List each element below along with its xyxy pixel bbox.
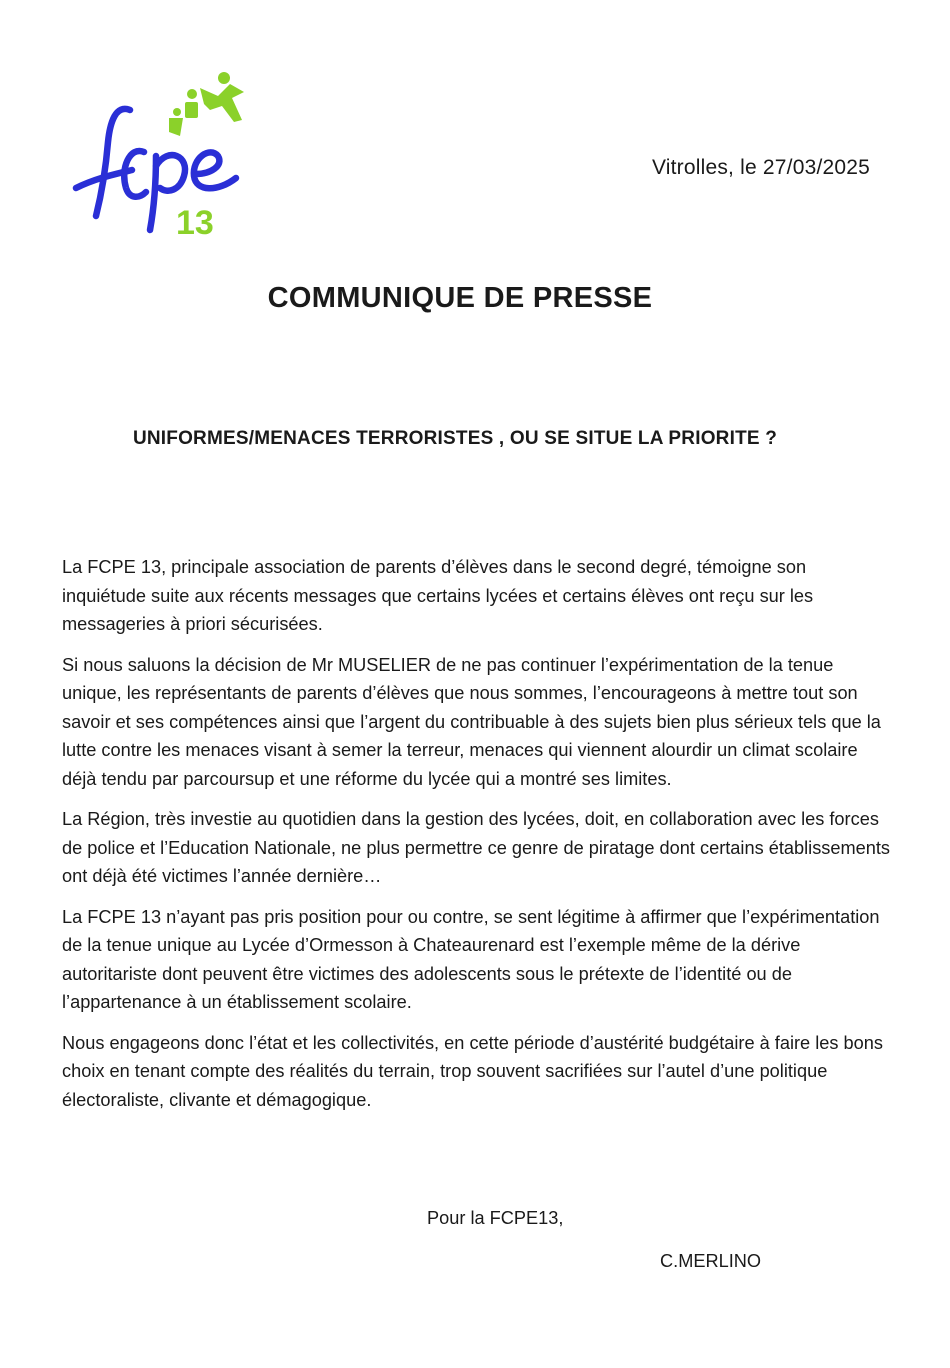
document-date: Vitrolles, le 27/03/2025: [651, 156, 870, 179]
paragraph: Si nous saluons la décision de Mr MUSELIER de ne pas continuer l’expérimentation de la tenue unique, les représentants de parents d’élèves que nous sommes, l’encourageons à mettre tout son savoir et ses compétences ainsi que l’argent du contribuable à des sujets bien plus sérieux tels que la lutte contre les menaces visant à semer la terreur, menaces qui viennent alourdir un climat scolaire déjà tendu par parcoursup et une réforme du lycée qui a montré ses limites.: [62, 654, 881, 789]
paragraph: La Région, très investie au quotidien dans la gestion des lycées, doit, en collaboration avec les forces de police et l’Education Nationale, ne plus permettre ce genre de piratage dont certains établissements ont déjà été victimes l’année dernière…: [62, 809, 891, 886]
press-release-body: [62, 553, 892, 1126]
paragraph: La FCPE 13 n’ayant pas pris position pour ou contre, se sent légitime à affirmer que l’expérimentation de la tenue unique au Lycée d’Ormesson à Chateaurenard est l’exemple même de la dérive autoritariste dont peuvent être victimes des adolescents sous le prétexte de l’identité ou de l’appartenance à un établissement scolaire.: [62, 906, 880, 1012]
fcpe13-logo: [72, 70, 252, 240]
signoff: Pour la FCPE13,: [427, 1208, 564, 1228]
paragraph: Nous engageons donc l’état et les collectivités, en cette période d’austérité budgétaire à faire les bons choix en tenant compte des réalités du terrain, trop souvent sacrifiées sur l’autel d’une politique électoraliste, clivante et démagogique.: [62, 1032, 883, 1110]
signature: C.MERLINO: [660, 1251, 762, 1271]
paragraph: La FCPE 13, principale association de parents d’élèves dans le second degré, témoigne son inquiétude suite aux récents messages que certains lycées et certains élèves ont reçu sur les messageries à priori sécurisées.: [62, 557, 814, 634]
page-title: COMMUNIQUE DE PRESSE: [267, 282, 653, 314]
green-figures-icon: [169, 72, 244, 136]
logo-number: 13: [176, 204, 214, 240]
fcpe13-logo-graphic: [72, 70, 252, 240]
press-release-subtitle: UNIFORMES/MENACES TERRORISTES , OU SE SITUE LA PRIORITE ?: [132, 428, 778, 449]
